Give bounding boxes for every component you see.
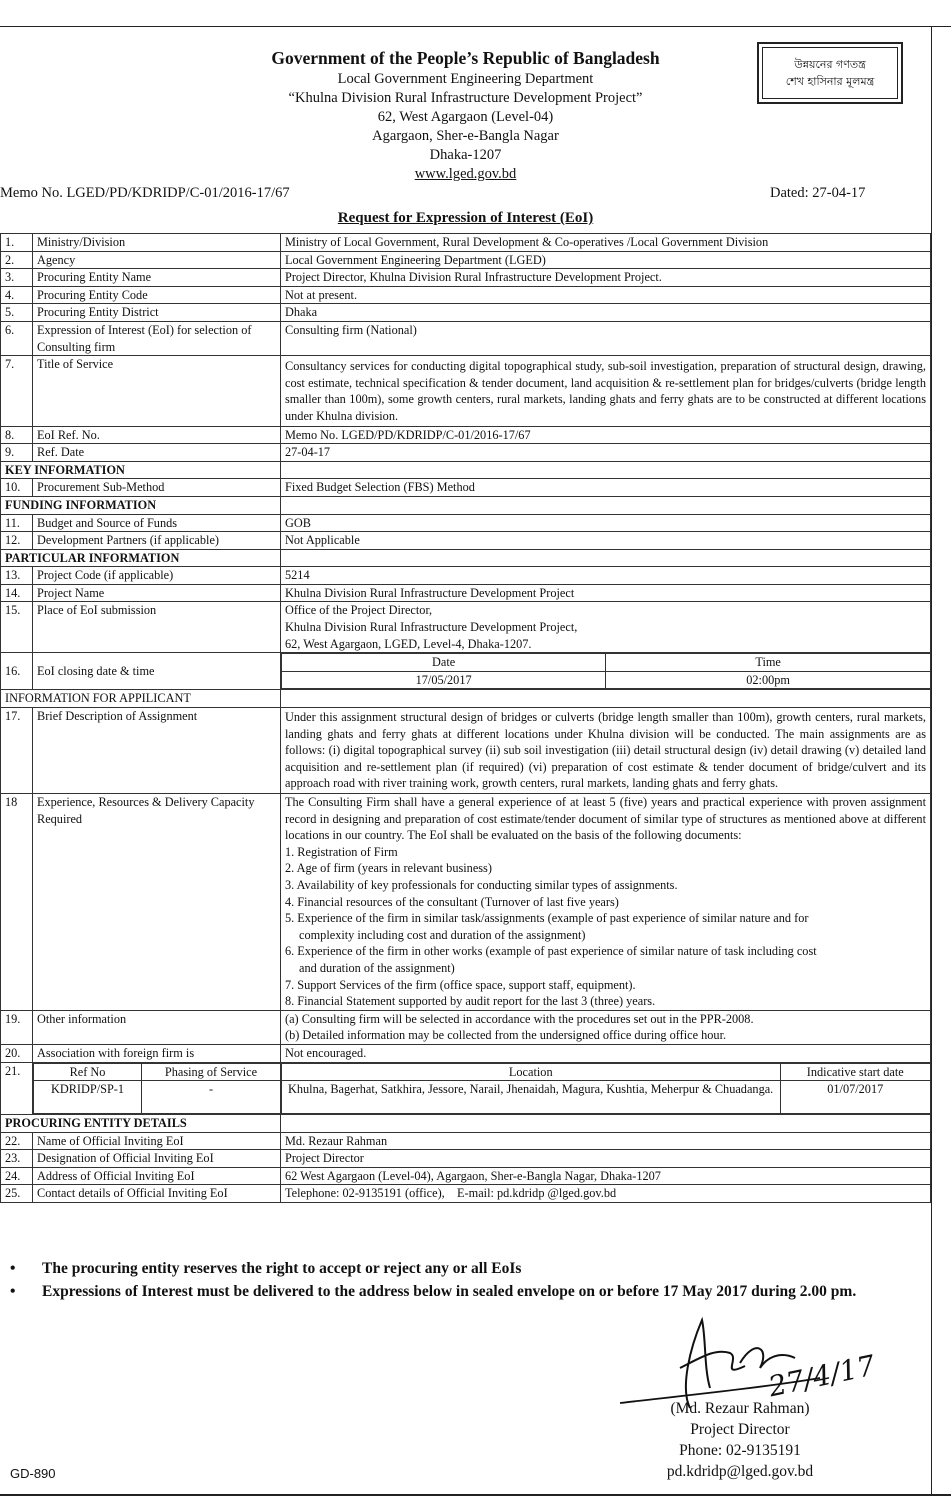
table-row: 16. EoI closing date & time Date Time 17/05/2017 02:00pm <box>1 653 931 690</box>
memo-date: Dated: 27-04-17 <box>770 185 866 201</box>
project-name: “Khulna Division Rural Infrastructure Development Project” <box>288 90 643 106</box>
table-row: 15. Place of EoI submission Office of the Project Director, Khulna Division Rural Infrastructure Development Project, 62, West Agargaon, LGED, Level-4, Dhaka-1207. <box>1 602 931 653</box>
table-row: 2. Agency Local Government Engineering Department (LGED) <box>1 251 931 269</box>
table-row: 8. EoI Ref. No. Memo No. LGED/PD/KDRIDP/C-01/2016-17/67 <box>1 426 931 444</box>
stamp-line: উন্নয়নের গণতন্ত্র <box>794 58 866 71</box>
table-row: 9. Ref. Date 27-04-17 <box>1 444 931 462</box>
submission-address-line: 62, West Agargaon, LGED, Level-4, Dhaka-1207. <box>285 636 532 651</box>
table-row: 23. Designation of Official Inviting EoI Project Director <box>1 1150 931 1168</box>
table-row: 24. Address of Official Inviting EoI 62 West Agargaon (Level-04), Agargaon, Sher-e-Bangla Nagar, Dhaka-1207 <box>1 1167 931 1185</box>
section-header: PARTICULAR INFORMATION <box>1 549 931 567</box>
page-border-bottom <box>0 1494 951 1496</box>
table-row: 5. Procuring Entity District Dhaka <box>1 304 931 322</box>
request-title: Request for Expression of Interest (EoI) <box>337 210 594 226</box>
website-link[interactable]: www.lged.gov.bd <box>414 166 517 182</box>
section-header: KEY INFORMATION <box>1 461 931 479</box>
table-row: 1. Ministry/Division Ministry of Local Government, Rural Development & Co-operatives /Local Government Division <box>1 234 931 252</box>
footer-code: GD-890 <box>10 1466 56 1481</box>
table-row: 21. Ref No Phasing of Service KDRIDP/SP-1 - Location Indicative start date Khulna, Bagerhat, Satkhira, Jessore, Narail, Jhenaidah, Magura, Kushtia, Meherpur & Chuadanga. 01/07/2017 <box>1 1062 931 1115</box>
phasing-header: Phasing of Service <box>142 1063 281 1081</box>
table-row: 4. Procuring Entity Code Not at present. <box>1 286 931 304</box>
closing-time: 02:00pm <box>606 671 930 689</box>
department-name: Local Government Engineering Department <box>337 71 594 87</box>
requirement-item: 2. Age of firm (years in relevant business) <box>285 861 492 876</box>
address-line: Agargaon, Sher-e-Bangla Nagar <box>372 128 559 144</box>
time-header: Time <box>606 654 930 672</box>
requirement-item: 7. Support Services of the firm (office space, support staff, equipment). <box>285 977 636 992</box>
submission-address-line: Office of the Project Director, <box>285 603 433 618</box>
document-title: Government of the People’s Republic of Bangladesh <box>271 48 660 68</box>
closing-date: 17/05/2017 <box>282 671 606 689</box>
table-row: 13. Project Code (if applicable) 5214 <box>1 567 931 585</box>
phasing-table <box>33 1063 280 1115</box>
start-date: 01/07/2017 <box>780 1081 930 1114</box>
section-header: FUNDING INFORMATION <box>1 496 931 514</box>
other-info-item: (b) Detailed information may be collected from the undersigned office during office hour. <box>285 1028 727 1043</box>
location-table <box>281 1063 930 1115</box>
start-date-header: Indicative start date <box>780 1063 930 1081</box>
bullet-item: • Expressions of Interest must be delivered to the address below in sealed envelope on or before 17 May 2017 during 2.00 pm. <box>8 1281 923 1302</box>
requirement-item: 8. Financial Statement supported by audit report for the last 3 (three) years. <box>285 994 656 1009</box>
signature-date: 27/4/17 <box>765 1348 879 1404</box>
date-header: Date <box>282 654 606 672</box>
slogan-stamp <box>757 42 903 104</box>
eoi-table <box>0 233 931 1203</box>
requirement-item: 5. Experience of the firm in similar task/assignments (example of past experience of similar nature and for <box>285 911 809 926</box>
table-row: 17. Brief Description of Assignment Under this assignment structural design of bridges or culverts (bridge length smaller than 100m), growth centers, rural markets, landing ghats and ferry ghats at different locations under Khulna division will be conducted. The main assignments are as follows: (i) digital topographical survey (ii) sub soil investigation (iii) detail structural design (iv) detail drawing (v) detailed land acquisition and re-settlement plan (if required) (vi) preparation of cost estimate & tender document of bridge/culvert and its approach road with river training work, growth centers, rural markets, landing ghats and ferry ghats. <box>1 708 931 794</box>
experience-intro: The Consulting Firm shall have a general experience of at least 5 (five) years and practical experience with proven assignment record in designing and preparation of cost estimate/tender document of similar type of structures as mentioned above at different locations in our country. The EoI shall be evaluated on the basis of the following documents: <box>285 795 926 843</box>
requirement-item: 1. Registration of Firm <box>285 844 398 859</box>
ref-no: KDRIDP/SP-1 <box>34 1081 142 1114</box>
table-row: 3. Procuring Entity Name Project Director, Khulna Division Rural Infrastructure Development Project. <box>1 269 931 287</box>
address-line: 62, West Agargaon (Level-04) <box>377 109 554 125</box>
requirement-item: 3. Availability of key professionals for conducting similar types of assignments. <box>285 877 678 892</box>
section-header: INFORMATION FOR APPILICANT <box>1 690 931 708</box>
stamp-line: শেখ হাসিনার মূলমন্ত্র <box>785 75 875 88</box>
address-line: Dhaka-1207 <box>429 147 502 163</box>
table-row: 6. Expression of Interest (EoI) for selection of Consulting firm Consulting firm (National) <box>1 321 931 355</box>
memo-number: Memo No. LGED/PD/KDRIDP/C-01/2016-17/67 <box>0 185 290 201</box>
section-header: PROCURING ENTITY DETAILS <box>1 1115 931 1133</box>
other-info-item: (a) Consulting firm will be selected in accordance with the procedures set out in the PPR-2008. <box>285 1011 754 1026</box>
requirement-item: 4. Financial resources of the consultant (Turnover of last five years) <box>285 894 619 909</box>
notice-bullets <box>8 1258 923 1304</box>
table-row: 19. Other information (a) Consulting firm will be selected in accordance with the procedures set out in the PPR-2008. (b) Detailed information may be collected from the undersigned office during office hour. <box>1 1010 931 1044</box>
submission-address-line: Khulna Division Rural Infrastructure Development Project, <box>285 620 578 635</box>
table-row: 25. Contact details of Official Inviting EoI Telephone: 02-9135191 (office), E-mail: pd.kdridp @lged.gov.bd <box>1 1185 931 1203</box>
ref-no-header: Ref No <box>34 1063 142 1081</box>
table-row: 14. Project Name Khulna Division Rural Infrastructure Development Project <box>1 584 931 602</box>
table-row: 11. Budget and Source of Funds GOB <box>1 514 931 532</box>
bullet-item: • The procuring entity reserves the right to accept or reject any or all EoIs <box>8 1258 923 1279</box>
closing-date-table <box>281 653 930 689</box>
table-row: 18 Experience, Resources & Delivery Capacity Required The Consulting Firm shall have a general experience of at least 5 (five) years and practical experience with proven assignment record in designing and preparation of cost estimate/tender document of similar type of structures as mentioned above at different locations in our country. The EoI shall be evaluated on the basis of the following documents: 1. Registration of Firm 2. Age of firm (years in relevant business) 3. Availability of key professionals for conducting similar types of assignments. 4. Financial resources of the consultant (Turnover of last five years) 5. Experience of the firm in similar task/assignments (example of past experience of similar nature and for complexity including cost and duration of the assignment) 6. Experience of the firm in other works (example of past experience of similar nature of task including cost and duration of the assignment) 7. Support Services of the firm (office space, support staff, equipment). 8. Financial Statement supported by audit report for the last 3 (three) years. <box>1 794 931 1011</box>
table-row: 10. Procurement Sub-Method Fixed Budget Selection (FBS) Method <box>1 479 931 497</box>
signatory-block <box>600 1398 880 1482</box>
requirement-item: 6. Experience of the firm in other works (example of past experience of similar nature of task including cost <box>285 944 817 959</box>
signatory-designation: Project Director <box>690 1421 790 1438</box>
signatory-phone: Phone: 02-9135191 <box>679 1442 801 1459</box>
table-row: 22. Name of Official Inviting EoI Md. Rezaur Rahman <box>1 1132 931 1150</box>
location-header: Location <box>282 1063 781 1081</box>
signatory-name: (Md. Rezaur Rahman) <box>670 1400 810 1417</box>
page-border-top <box>0 26 951 27</box>
table-row: 7. Title of Service Consultancy services for conducting digital topographical study, sub-soil investigation, preparation of structural design, drawing, cost estimate, technical specification & tender document, land acquisition & re-settlement plan for bridges/culverts (bridge length smaller than 100m), some growth centers, rural markets, landing ghats and ferry ghats are to be constructed at different locations under Khulna division. <box>1 356 931 426</box>
table-row: 12. Development Partners (if applicable) Not Applicable <box>1 532 931 550</box>
requirement-item: and duration of the assignment) <box>299 960 455 975</box>
page-border-right <box>931 26 932 1496</box>
phasing: - <box>142 1081 281 1114</box>
signatory-email: pd.kdridp@lged.gov.bd <box>666 1463 814 1480</box>
requirement-item: complexity including cost and duration of the assignment) <box>299 927 586 942</box>
location-list: Khulna, Bagerhat, Satkhira, Jessore, Narail, Jhenaidah, Magura, Kushtia, Meherpur & Chuadanga. <box>282 1081 781 1114</box>
table-row: 20. Association with foreign firm is Not encouraged. <box>1 1044 931 1062</box>
